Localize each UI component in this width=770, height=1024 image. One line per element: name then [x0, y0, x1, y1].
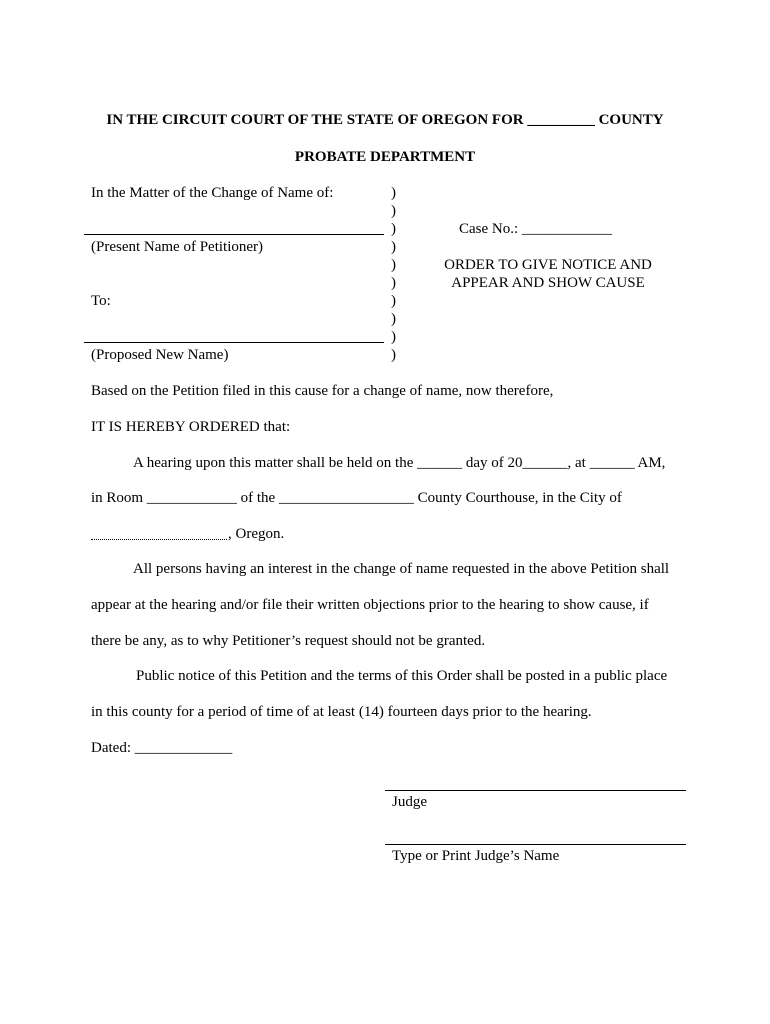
paren: ) — [391, 239, 396, 255]
judge-name-label: Type or Print Judge’s Name — [392, 848, 560, 864]
paren: ) — [391, 311, 396, 327]
order-title-line1: ORDER TO GIVE NOTICE AND — [444, 257, 652, 273]
to-label: To: — [91, 293, 111, 309]
paren: ) — [391, 257, 396, 273]
persons-line-2: appear at the hearing and/or file their written objections prior to the hearing to show cause, if — [91, 597, 649, 613]
paren: ) — [391, 275, 396, 291]
hearing-line-2: in Room ____________ of the __________________ County Courthouse, in the City of — [91, 490, 622, 506]
proposed-name-label: (Proposed New Name) — [91, 347, 229, 363]
proposed-name-line[interactable] — [84, 342, 384, 343]
matter-label: In the Matter of the Change of Name of: — [91, 185, 334, 201]
hearing-line-3: , Oregon. — [228, 526, 285, 542]
paren: ) — [391, 293, 396, 309]
judge-name-line[interactable] — [385, 844, 686, 845]
paren: ) — [391, 329, 396, 345]
order-title-line2: APPEAR AND SHOW CAUSE — [451, 275, 645, 291]
persons-line-3: there be any, as to why Petitioner’s request should not be granted. — [91, 633, 486, 649]
judge-label: Judge — [392, 794, 427, 810]
paren: ) — [391, 185, 396, 201]
paren: ) — [391, 347, 396, 363]
paren: ) — [391, 221, 396, 237]
present-name-line[interactable] — [84, 234, 384, 235]
paren: ) — [391, 203, 396, 219]
ordered-heading: IT IS HEREBY ORDERED that: — [91, 419, 291, 435]
city-blank[interactable] — [91, 539, 227, 540]
caption-divider — [391, 184, 403, 364]
court-title: IN THE CIRCUIT COURT OF THE STATE OF OREGON FOR _________ COUNTY — [106, 112, 664, 128]
case-number[interactable]: Case No.: ____________ — [459, 221, 612, 237]
persons-line-1: All persons having an interest in the change of name requested in the above Petition shall — [133, 561, 670, 577]
notice-line-1: Public notice of this Petition and the terms of this Order shall be posted in a public place — [136, 668, 668, 684]
notice-line-2: in this county for a period of time of at least (14) fourteen days prior to the hearing. — [91, 704, 592, 720]
intro-paragraph: Based on the Petition filed in this cause for a change of name, now therefore, — [91, 383, 554, 399]
judge-signature-line[interactable] — [385, 790, 686, 791]
hearing-line-1: A hearing upon this matter shall be held on the ______ day of 20______, at ______ AM, — [133, 455, 666, 471]
present-name-label: (Present Name of Petitioner) — [91, 239, 264, 255]
dated-field[interactable]: Dated: _____________ — [91, 740, 233, 756]
department-title: PROBATE DEPARTMENT — [294, 149, 476, 165]
